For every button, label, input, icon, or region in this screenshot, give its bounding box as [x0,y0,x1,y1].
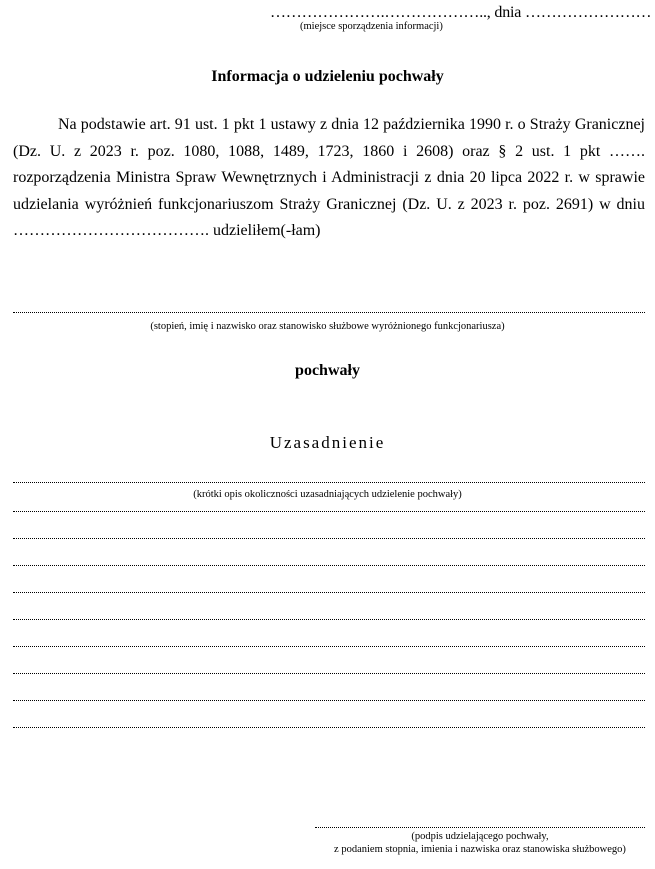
officer-name-line [13,312,645,313]
justification-line-5 [13,592,645,593]
place-date-line: ………………….……………….., dnia …………………… [270,4,652,21]
justification-heading: Uzasadnienie [269,433,386,452]
legal-basis-paragraph: Na podstawie art. 91 ust. 1 pkt 1 ustawy z dnia 12 października 1990 r. o Straży Granicznej (Dz. U. z 2023 r. poz. 1080, 1088, 1489, 1723, 1860 i 2608) oraz § 2 ust. 1 pkt ……. rozporządzenia Ministra Spraw Wewnętrznych i Administracji z dnia 20 lipca 2022 r. w sprawie udzielania wyróżnień funkcjonariuszom Straży Granicznej (Dz. U. z 2023 r. poz. 2691) w dniu ………………………………. udzieliłem(-łam) [13,116,645,239]
justification-line-8 [13,673,645,674]
signature-caption-line-1: (podpis udzielającego pochwały, [411,831,549,842]
signature-caption-line-2: z podaniem stopnia, imienia i nazwiska oraz stanowiska służbowego) [334,844,626,855]
signature-caption [315,830,645,856]
justification-line-10 [13,727,645,728]
award-word: pochwały [295,362,360,379]
place-caption: (miejsce sporządzenia informacji) [300,21,443,32]
justification-line-3 [13,538,645,539]
justification-line-4 [13,565,645,566]
justification-line-6 [13,619,645,620]
justification-line-1 [13,482,645,483]
justification-caption: (krótki opis okoliczności uzasadniających udzielenie pochwały) [193,489,462,500]
signature-line [315,827,645,828]
justification-line-7 [13,646,645,647]
justification-line-9 [13,700,645,701]
justification-line-2 [13,511,645,512]
document-title: Informacja o udzieleniu pochwały [211,68,444,85]
officer-caption: (stopień, imię i nazwisko oraz stanowisko służbowe wyróżnionego funkcjonariusza) [150,321,505,332]
